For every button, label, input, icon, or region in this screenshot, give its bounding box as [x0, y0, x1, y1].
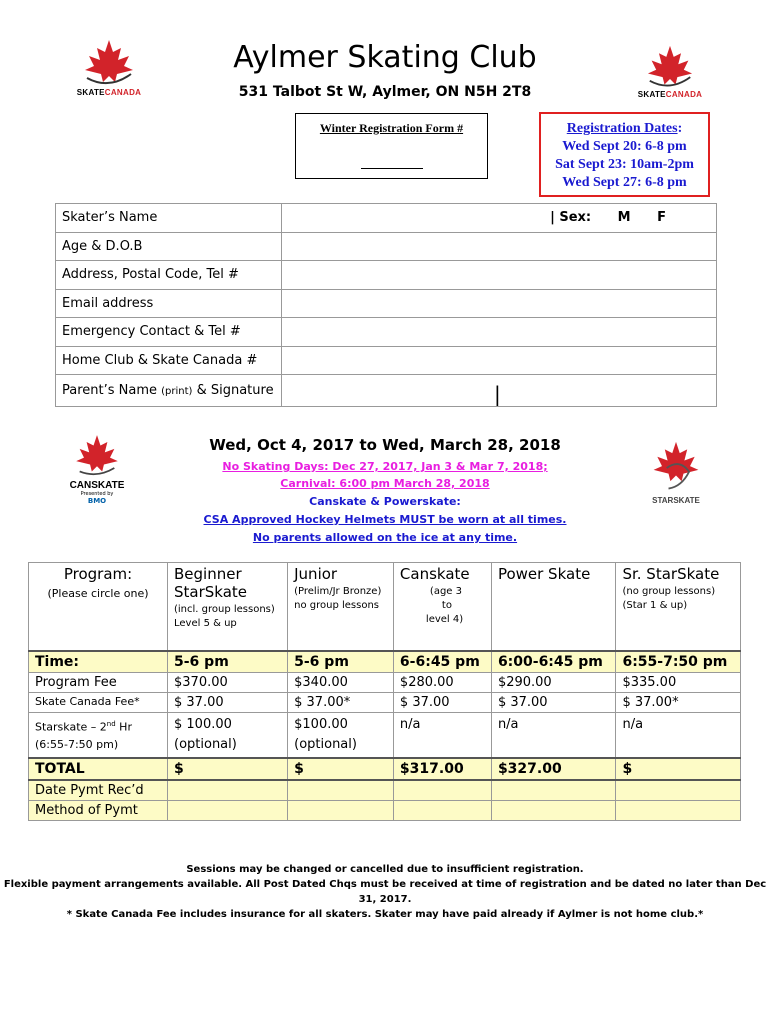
program-fee-table	[28, 562, 741, 821]
programs-note: Canskate & Powerskate:	[309, 495, 461, 508]
email-label: Email address	[56, 289, 282, 318]
total-row	[29, 758, 741, 780]
second-hour-label: Starskate – 2nd Hr (6:55-7:50 pm)	[29, 712, 168, 758]
time-cell: 5-6 pm	[288, 651, 394, 673]
program-header-row	[29, 563, 741, 651]
date-payment-cell[interactable]	[288, 780, 394, 801]
footer-notes	[0, 862, 770, 922]
program-fee-label: Program Fee	[29, 672, 168, 692]
method-payment-cell[interactable]	[288, 800, 394, 820]
season-date-range: Wed, Oct 4, 2017 to Wed, March 28, 2018	[209, 436, 561, 454]
time-cell: 6:00-6:45 pm	[491, 651, 616, 673]
fee-cell: $ 37.00	[393, 692, 491, 712]
address-label: Address, Postal Code, Tel #	[56, 261, 282, 290]
registration-date: Sat Sept 23: 10am-2pm	[555, 157, 694, 172]
sex-option-f[interactable]: F	[657, 210, 666, 226]
no-skating-days: No Skating Days: Dec 27, 2017, Jan 3 & Mar 7, 2018;	[222, 460, 548, 473]
canskate-wordmark: CANSKATE	[69, 480, 125, 491]
second-hour-row	[29, 712, 741, 758]
address-field[interactable]	[282, 261, 717, 290]
club-title: Aylmer Skating Club	[233, 40, 537, 75]
emergency-contact-field[interactable]	[282, 318, 717, 347]
winter-form-label: Winter Registration Form #	[319, 121, 464, 135]
method-payment-cell[interactable]	[616, 800, 741, 820]
program-option-power-skate[interactable]: Power Skate	[491, 563, 616, 651]
fee-cell: $ 37.00	[168, 692, 288, 712]
program-header-label: Program: (Please circle one)	[29, 563, 168, 651]
total-cell[interactable]: $327.00	[491, 758, 616, 780]
program-option-junior[interactable]: Junior (Prelim/Jr Bronze) no group lessons	[288, 563, 394, 651]
registration-date: Wed Sept 20: 6-8 pm	[562, 139, 687, 154]
registration-date: Wed Sept 27: 6-8 pm	[562, 175, 687, 190]
program-option-sr-starskate[interactable]: Sr. StarSkate (no group lessons) (Star 1 & up)	[616, 563, 741, 651]
registration-heading: Registration Dates	[566, 121, 678, 136]
parent-signature-field[interactable]	[282, 375, 717, 407]
method-payment-cell[interactable]	[393, 800, 491, 820]
fee-cell: $ 37.00*	[616, 692, 741, 712]
total-label: TOTAL	[29, 758, 168, 780]
registration-dates-box: Registration Dates: Wed Sept 20: 6-8 pm Sat Sept 23: 10am-2pm Wed Sept 27: 6-8 pm	[539, 112, 710, 197]
club-address: 531 Talbot St W, Aylmer, ON N5H 2T8	[238, 84, 532, 100]
signature-divider: |	[494, 381, 501, 406]
skate-canada-wordmark: SKATECANADA	[637, 90, 703, 99]
time-cell: 6:55-7:50 pm	[616, 651, 741, 673]
info-row-parent	[56, 375, 717, 407]
fee-cell: $290.00	[491, 672, 616, 692]
info-row-skater-name	[56, 204, 717, 233]
info-row-email	[56, 289, 717, 318]
fee-cell: $ 37.00*	[288, 692, 394, 712]
second-hour-cell: $100.00 (optional)	[288, 712, 394, 758]
carnival-date: Carnival: 6:00 pm March 28, 2018	[280, 477, 490, 490]
time-cell: 6-6:45 pm	[393, 651, 491, 673]
info-row-age	[56, 232, 717, 261]
home-club-label: Home Club & Skate Canada #	[56, 346, 282, 375]
home-club-field[interactable]	[282, 346, 717, 375]
age-dob-field[interactable]	[282, 232, 717, 261]
fee-cell: $335.00	[616, 672, 741, 692]
date-payment-cell[interactable]	[616, 780, 741, 801]
date-payment-cell[interactable]	[168, 780, 288, 801]
total-cell[interactable]: $	[616, 758, 741, 780]
second-hour-cell: n/a	[491, 712, 616, 758]
method-payment-label: Method of Pymt	[29, 800, 168, 820]
second-hour-cell: n/a	[616, 712, 741, 758]
total-cell[interactable]: $317.00	[393, 758, 491, 780]
skate-canada-fee-row	[29, 692, 741, 712]
info-row-address	[56, 261, 717, 290]
info-row-emergency	[56, 318, 717, 347]
second-hour-cell: $ 100.00 (optional)	[168, 712, 288, 758]
method-payment-cell[interactable]	[491, 800, 616, 820]
fee-cell: $ 37.00	[491, 692, 616, 712]
skate-canada-fee-label: Skate Canada Fee*	[29, 692, 168, 712]
method-payment-cell[interactable]	[168, 800, 288, 820]
skater-name-field[interactable]	[282, 204, 717, 233]
total-cell[interactable]: $	[168, 758, 288, 780]
program-option-beginner-starskate[interactable]: Beginner StarSkate (incl. group lessons) Level 5 & up	[168, 563, 288, 651]
winter-registration-form-box	[295, 113, 488, 179]
helmet-notice: CSA Approved Hockey Helmets MUST be worn at all times.	[203, 513, 567, 526]
total-cell[interactable]: $	[288, 758, 394, 780]
canskate-presented: Presented by	[80, 491, 114, 497]
program-option-canskate[interactable]: Canskate (age 3 to level 4)	[393, 563, 491, 651]
time-cell: 5-6 pm	[168, 651, 288, 673]
bmo-logo: BMO	[87, 497, 107, 505]
parent-name-label: Parent’s Name (print) & Signature	[56, 375, 282, 407]
fee-cell: $280.00	[393, 672, 491, 692]
fee-cell: $370.00	[168, 672, 288, 692]
starskate-wordmark: STARSKATE	[652, 496, 700, 505]
emergency-contact-label: Emergency Contact & Tel #	[56, 318, 282, 347]
sex-selector: | Sex: M F	[550, 210, 666, 226]
second-hour-cell: n/a	[393, 712, 491, 758]
skater-info-table	[55, 203, 717, 407]
age-dob-label: Age & D.O.B	[56, 232, 282, 261]
footer-line: Sessions may be changed or cancelled due to insufficient registration.	[186, 864, 584, 875]
sex-option-m[interactable]: M	[617, 210, 631, 226]
date-payment-row	[29, 780, 741, 801]
date-payment-cell[interactable]	[393, 780, 491, 801]
program-fee-row	[29, 672, 741, 692]
date-payment-cell[interactable]	[491, 780, 616, 801]
skate-canada-wordmark: SKATECANADA	[76, 88, 142, 97]
method-payment-row	[29, 800, 741, 820]
footer-line: Flexible payment arrangements available. All Post Dated Chqs must be received at time of registration and be dated no later than Dec 31, 2017.	[3, 879, 767, 905]
time-row	[29, 651, 741, 673]
form-number-blank[interactable]	[361, 168, 423, 169]
date-payment-label: Date Pymt Rec’d	[29, 780, 168, 801]
footer-line: * Skate Canada Fee includes insurance for all skaters. Skater may have paid already if Aylmer is not home club.*	[66, 909, 704, 920]
skater-name-label: Skater’s Name	[56, 204, 282, 233]
info-row-home-club	[56, 346, 717, 375]
fee-cell: $340.00	[288, 672, 394, 692]
no-parents-notice: No parents allowed on the ice at any time.	[252, 531, 518, 544]
email-field[interactable]	[282, 289, 717, 318]
time-label: Time:	[29, 651, 168, 673]
